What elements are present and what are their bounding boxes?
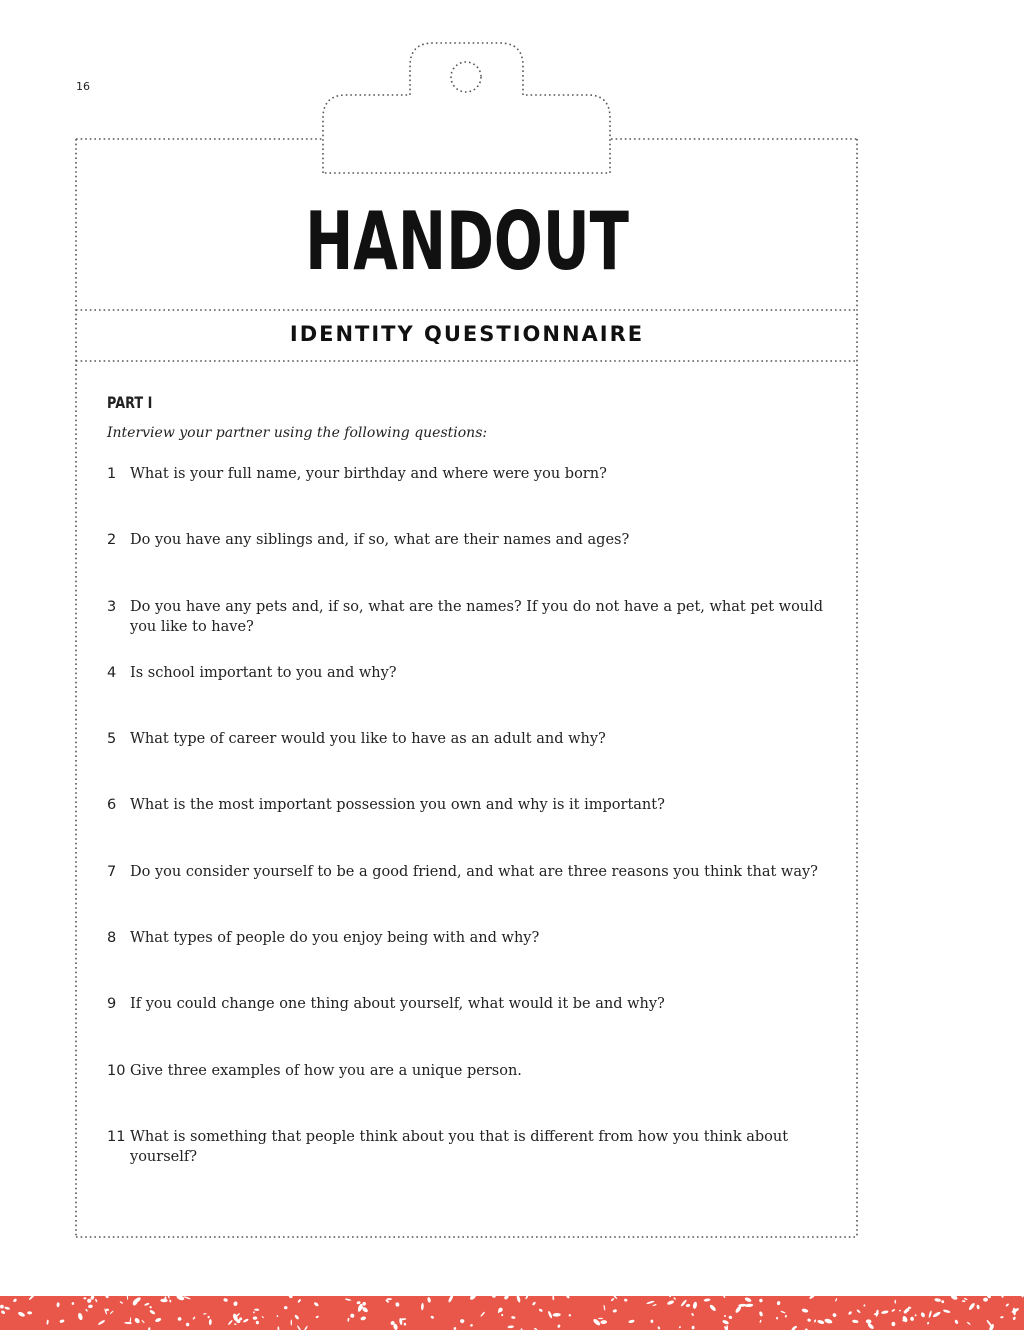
question-text: If you could change one thing about yourself, what would it be and why? — [130, 996, 665, 1013]
question-item — [107, 795, 837, 861]
part-label: PART I — [107, 393, 153, 412]
question-text: What type of career would you like to have as an adult and why? — [130, 731, 606, 748]
question-text: What is something that people think about you that is different from how you think about yourself? — [130, 1128, 789, 1165]
question-number: 10 — [107, 1062, 126, 1079]
question-item — [107, 1061, 837, 1127]
question-text: What types of people do you enjoy being with and why? — [130, 930, 540, 947]
question-item — [107, 464, 837, 530]
question-number: 5 — [107, 731, 117, 748]
question-item — [107, 994, 837, 1060]
question-number: 9 — [107, 996, 117, 1013]
question-text: Give three examples of how you are a unique person. — [130, 1062, 522, 1079]
question-text: What is your full name, your birthday and where were you born? — [130, 466, 607, 482]
question-item — [107, 928, 837, 994]
question-item — [107, 1127, 837, 1193]
question-number: 3 — [107, 598, 117, 615]
question-number: 6 — [107, 797, 117, 814]
clip-hole-icon — [451, 62, 481, 92]
question-number: 8 — [107, 930, 117, 947]
question-number: 7 — [107, 863, 117, 880]
marble-speck — [598, 1318, 603, 1319]
decorative-marble-strip — [0, 1296, 1024, 1330]
page-number: 16 — [76, 80, 90, 93]
question-text: Do you have any pets and, if so, what are the names? If you do not have a pet, what pet would you like to have? — [130, 598, 824, 635]
question-item — [107, 597, 837, 663]
question-item — [107, 862, 837, 928]
question-text: Is school important to you and why? — [130, 664, 397, 681]
question-item — [107, 663, 837, 729]
handout-subtitle: IDENTITY QUESTIONNAIRE — [289, 322, 645, 346]
question-number: 4 — [107, 664, 117, 681]
clipboard-clip-icon — [323, 43, 610, 173]
question-text: Do you consider yourself to be a good friend, and what are three reasons you think that way? — [130, 863, 818, 880]
question-item — [107, 729, 837, 795]
question-item — [107, 530, 837, 596]
marble-speck — [291, 1320, 292, 1326]
page-title: HANDOUT — [305, 195, 629, 288]
instructions: Interview your partner using the following questions: — [107, 425, 488, 441]
question-text: Do you have any siblings and, if so, what are their names and ages? — [130, 532, 630, 549]
question-number: 1 — [107, 466, 117, 482]
question-text: What is the most important possession you own and why is it important? — [130, 797, 665, 814]
question-number: 11 — [107, 1128, 126, 1145]
question-number: 2 — [107, 532, 117, 549]
question-list — [107, 464, 837, 1193]
